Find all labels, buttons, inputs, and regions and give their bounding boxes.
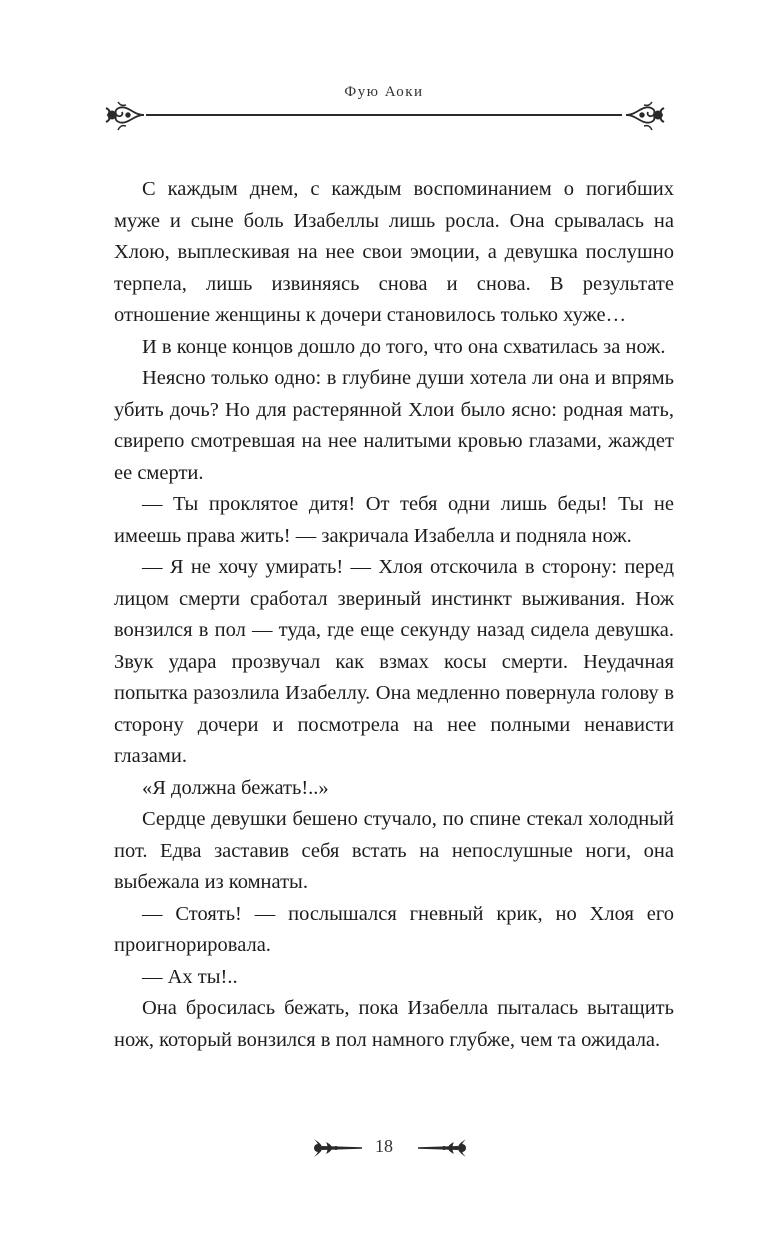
paragraph: Она бросилась бежать, пока Изабелла пыталась вытащить нож, который вонзился в пол намного глубже, чем та ожидала. <box>114 997 674 1051</box>
chapter-body <box>114 174 674 1056</box>
paragraph: Сердце девушки бешено стучало, по спине стекал холодный пот. Едва заставив себя встать на непослушные ноги, она выбежала из комнаты. <box>114 808 674 893</box>
flourish-ornament-icon <box>104 100 146 134</box>
paragraph: — Ах ты!.. <box>142 965 238 988</box>
page-footer <box>0 1133 768 1163</box>
flourish-ornament-icon <box>624 100 666 134</box>
paragraph: Неясно только одно: в глубине души хотела ли она и впрямь убить дочь? Но для растерянной Хлои было ясно: родная мать, свирепо смотревшая на нее налитыми кровью глазами, жаждет ее смерти. <box>114 367 674 484</box>
paragraph: «Я должна бежать!..» <box>142 776 329 799</box>
arrow-ornament-icon <box>416 1133 468 1163</box>
header-divider <box>146 114 622 116</box>
paragraph: С каждым днем, с каждым воспоминанием о погибших муже и сыне боль Изабеллы лишь росла. Она срывалась на Хлою, выплескивая на нее свои эмоции, а девушка послушно терпела, лишь извиняясь снова и снова. В результате отношение женщины к дочери становилось только хуже… <box>114 178 674 326</box>
paragraph: — Стоять! — послышался гневный крик, но Хлоя его проигнорировала. <box>114 902 674 956</box>
page-number: 18 <box>375 1136 393 1156</box>
paragraph: И в конце концов дошло до того, что она схватилась за нож. <box>142 335 666 358</box>
paragraph: — Я не хочу умирать! — Хлоя отскочила в сторону: перед лицом смерти сработал звериный инстинкт выживания. Нож вонзился в пол — туда, где еще секунду назад сидела девушка. Звук удара прозвучал как взмах косы смерти. Неудачная попытка разозлила Изабеллу. Она медленно повернула голову в сторону дочери и посмотрела на нее полными ненависти глазами. <box>114 556 674 767</box>
paragraph: — Ты проклятое дитя! От тебя одни лишь беды! Ты не имеешь права жить! — закричала Изабелла и подняла нож. <box>114 493 674 547</box>
running-header-author: Фую Аоки <box>344 84 424 100</box>
